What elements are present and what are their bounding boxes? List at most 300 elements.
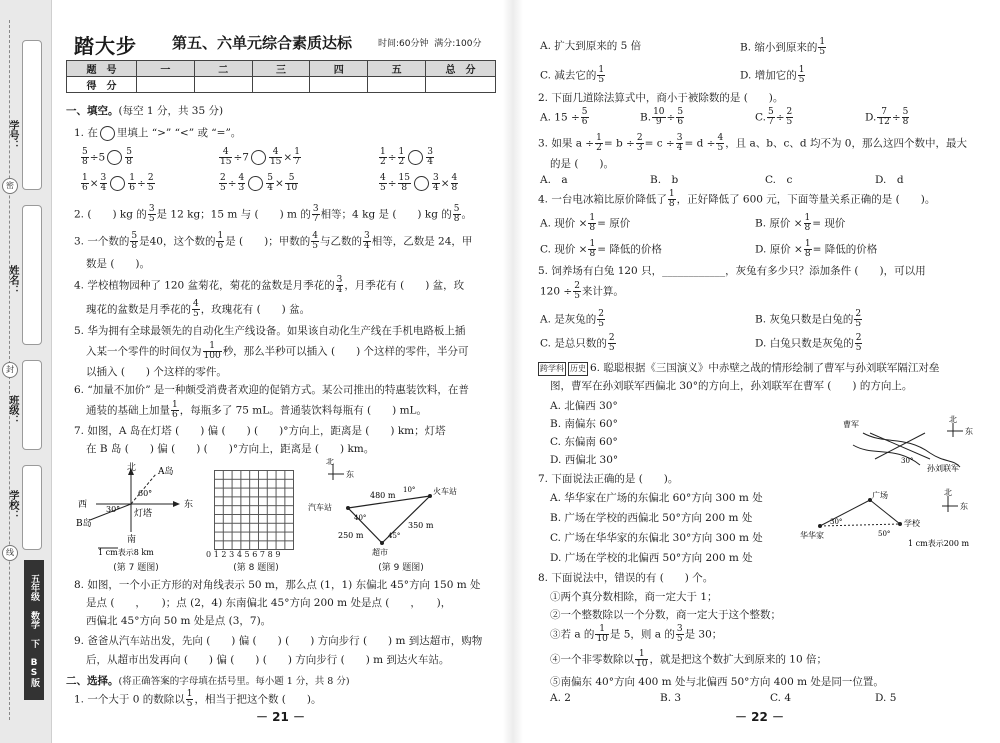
statement-text: 是 5，则 a 的 xyxy=(609,628,675,641)
east-label: 东 xyxy=(965,427,973,436)
choice-8-option-b[interactable]: B. 3 xyxy=(660,692,682,704)
supermarket-label: 超市 xyxy=(372,548,388,557)
q1-tail: 里填上 “>” “<” 或 “=”。 xyxy=(116,127,242,139)
choice-5-option-d[interactable] xyxy=(755,334,863,353)
question-7: 7. 如图，A 岛在灯塔 ( ) 偏 ( ) ( )°方向上，距离是 ( ) km；灯塔 xyxy=(74,425,446,437)
section-2-heading xyxy=(66,673,350,690)
choice-6-option-d[interactable]: D. 西偏北 30° xyxy=(550,454,619,466)
numerator: 1 xyxy=(595,625,608,635)
option-text: A. 是灰兔的 xyxy=(540,313,597,326)
bus-station-label: 汽车站 xyxy=(308,503,332,512)
numerator: 4 xyxy=(238,173,245,183)
option-text: C. 是总只数的 xyxy=(540,337,607,350)
north-label: 北 xyxy=(127,463,137,473)
choice-6-line2: 图，曹军在孙刘联军西偏北 30°的方向上，孙刘联军在曹军 ( ) 的方向上。 xyxy=(550,380,913,392)
train-station-point xyxy=(428,494,432,498)
question-8: 8. 如图，一个小正方形的对角线表示 50 m，那么点 (1，1) 东偏北 45°方向 150 m 处 xyxy=(74,579,481,591)
q5-text: 入某一个零件的时间仅为 xyxy=(86,345,202,358)
fraction xyxy=(716,134,724,153)
statement-text: 是 30； xyxy=(684,628,723,641)
numerator: 7 xyxy=(877,108,890,118)
denominator: 8 xyxy=(804,249,811,259)
denominator: 6 xyxy=(172,410,178,420)
b-island-label: B岛 xyxy=(76,519,92,529)
choice-4-option-c[interactable] xyxy=(540,240,662,259)
choice-4 xyxy=(538,190,935,209)
q3-text: 3. 一个数的 xyxy=(74,235,130,248)
distance-250: 250 m xyxy=(338,531,364,540)
numerator: 5 xyxy=(768,107,774,117)
numerator: 10 xyxy=(653,107,665,117)
choice-4-option-d[interactable] xyxy=(755,240,877,259)
denominator: 7 xyxy=(294,157,300,167)
choice-8: 8. 下面说法中，错误的有 ( ) 个。 xyxy=(538,572,714,584)
option-text: D. 白兔只数是灰兔的 xyxy=(755,337,854,350)
fraction xyxy=(608,334,616,353)
denominator: 8 xyxy=(902,117,909,127)
choice-6-text: 6. 聪聪根据《三国演义》中赤壁之战的情形绘制了曹军与孙刘联军隔江对垒 xyxy=(590,362,940,374)
statement-4 xyxy=(550,650,827,669)
figure-8-caption: (第 8 题图) xyxy=(233,563,279,573)
score-cell[interactable] xyxy=(194,77,252,93)
choice-3-line2: 的是 ( )。 xyxy=(550,158,615,170)
compare-circle[interactable] xyxy=(248,176,263,191)
fraction xyxy=(147,174,155,193)
fraction xyxy=(398,174,411,193)
fraction xyxy=(786,108,794,127)
cao-army-label: 曹军 xyxy=(843,420,859,429)
denominator: 6 xyxy=(677,117,684,127)
numerator: 1 xyxy=(635,650,648,660)
denominator: 5 xyxy=(717,143,724,153)
choice-3-option-d[interactable]: D. d xyxy=(875,174,904,186)
choice-4-option-a[interactable] xyxy=(540,214,630,233)
q1-expr-1 xyxy=(80,148,134,167)
grid-tick: 0 xyxy=(206,550,214,559)
score-header: 五 xyxy=(368,61,426,77)
scale-label: 1 cm表示8 km xyxy=(98,548,154,557)
class-field[interactable] xyxy=(22,360,42,450)
fraction xyxy=(100,174,108,193)
choice-7-option-a[interactable]: A. 华华家在广场的东偏北 60°方向 300 m 处 xyxy=(550,492,763,504)
north-label: 北 xyxy=(944,488,952,497)
compare-circle[interactable] xyxy=(107,150,122,165)
angle-30: 30° xyxy=(901,457,914,465)
choice-2-option-c[interactable] xyxy=(755,108,794,127)
numerator: 5 xyxy=(581,107,588,117)
choice-2: 2. 下面几道除法算式中，商小于被除数的是 ( )。 xyxy=(538,92,784,104)
operator: × xyxy=(89,177,99,190)
q3-text: 与乙数的 xyxy=(319,235,362,248)
option-text: B. 原价 × xyxy=(755,217,803,230)
fraction xyxy=(293,148,301,167)
operator: ÷ xyxy=(137,177,146,190)
score-cell[interactable] xyxy=(310,77,368,93)
denominator: 6 xyxy=(129,183,136,193)
denominator: 8 xyxy=(451,183,458,193)
q3-text: 是 ( )；甲数的 xyxy=(225,235,311,248)
compare-circle[interactable] xyxy=(100,126,115,141)
choice-6-option-b[interactable]: B. 南偏东 60° xyxy=(550,418,618,430)
choice-1-option-b[interactable] xyxy=(740,38,827,57)
q4-text: 4. 学校植物园种了 120 盆菊花，菊花的盆数是月季花的 xyxy=(74,279,335,292)
denominator: 5 xyxy=(574,291,580,301)
option-text: A. 15 ÷ xyxy=(540,111,580,124)
distance-480: 480 m xyxy=(370,491,396,500)
page-number-left: － 21 － xyxy=(256,710,306,724)
denominator: 15 xyxy=(220,157,232,167)
figure-6-battle xyxy=(835,415,980,473)
fraction xyxy=(798,66,806,85)
q4-text: 瑰花的盆数是月季花的 xyxy=(86,303,191,316)
score-cell[interactable] xyxy=(368,77,426,93)
numerator: 5 xyxy=(126,147,132,157)
fraction xyxy=(652,108,665,127)
section-1-note: (每空 1 分，共 35 分) xyxy=(118,105,224,117)
denominator: 10 xyxy=(285,183,298,193)
grid-tick: 1 xyxy=(213,550,222,559)
time-limit: 时间:60分钟 xyxy=(378,39,429,49)
question-3 xyxy=(74,232,472,251)
north-label: 北 xyxy=(326,458,334,466)
numerator: 5 xyxy=(677,107,684,117)
score-header: 题 号 xyxy=(67,61,137,77)
numerator: 4 xyxy=(380,173,386,183)
fraction xyxy=(125,148,133,167)
choice-3-text: = b ÷ xyxy=(603,137,635,150)
compare-circle[interactable] xyxy=(414,176,429,191)
choice-3-option-b[interactable]: B. b xyxy=(650,174,679,186)
fraction xyxy=(451,174,459,193)
denominator: 4 xyxy=(100,183,107,193)
grid-tick: 3 xyxy=(229,550,237,559)
option-text: C. 减去它的 xyxy=(540,69,597,82)
numerator: 1 xyxy=(668,189,675,199)
section-1-title: 一、填空。 xyxy=(66,105,119,117)
score-cell[interactable] xyxy=(137,77,195,93)
choice-4-option-b[interactable] xyxy=(755,214,845,233)
section-2-note: (将正确答案的字母填在括号里。每小题 1 分，共 8 分) xyxy=(118,676,350,687)
numerator: 3 xyxy=(676,133,683,143)
section-2-title: 二、选择。 xyxy=(66,675,119,687)
operator: ÷ xyxy=(666,111,676,124)
numerator: 5 xyxy=(131,231,138,241)
choice-1 xyxy=(74,690,321,709)
square-label: 广场 xyxy=(872,491,888,500)
fraction xyxy=(238,174,246,193)
denominator: 8 xyxy=(126,157,132,167)
denominator: 5 xyxy=(786,117,793,127)
denominator: 4 xyxy=(427,157,434,167)
numerator: 3 xyxy=(427,147,434,157)
operator: ÷ xyxy=(775,111,785,124)
denominator: 12 xyxy=(878,117,890,127)
fraction xyxy=(379,174,387,193)
choice-1-option-d[interactable] xyxy=(740,66,806,85)
choice-3-option-a[interactable]: A. a xyxy=(540,174,568,186)
choice-8-option-a[interactable]: A. 2 xyxy=(550,692,571,704)
fraction xyxy=(635,650,648,669)
fraction xyxy=(573,282,581,301)
fraction xyxy=(595,134,603,153)
denominator: 8 xyxy=(131,241,138,251)
figure-7-caption: (第 7 题图) xyxy=(113,563,159,573)
question-5-line2 xyxy=(86,342,469,361)
statement-text: ，就是把这个数扩大到原来的 10 倍； xyxy=(649,653,827,666)
option-text: = 降低的价格 xyxy=(597,243,662,256)
numerator: 1 xyxy=(798,65,805,75)
page-number-right: － 22 － xyxy=(735,710,785,724)
denominator: 8 xyxy=(589,249,596,259)
choice-6-option-c[interactable]: C. 东偏南 60° xyxy=(550,436,618,448)
choice-7-option-c[interactable]: C. 广场在华华家的东偏北 30°方向 300 m 处 xyxy=(550,532,763,544)
numerator: 4 xyxy=(269,148,282,158)
option-text: D. 原价 × xyxy=(755,243,803,256)
score-cell[interactable] xyxy=(426,77,496,93)
numerator: 4 xyxy=(312,231,318,241)
name-field[interactable] xyxy=(22,205,42,345)
figure-7-compass xyxy=(76,462,201,557)
statement-text: ④一个非零数除以 xyxy=(550,653,634,666)
operator: ÷ xyxy=(227,177,237,190)
q2-text: 相等；4 kg 是 ( ) kg 的 xyxy=(320,208,452,221)
question-7-line2: 在 B 岛 ( ) 偏 ( ) ( )°方向上，距离是 ( ) km。 xyxy=(86,443,375,455)
numerator: 5 xyxy=(82,147,88,157)
numerator: 1 xyxy=(172,400,178,410)
brand-logo: 踏大步 xyxy=(74,34,137,58)
train-station-label: 火车站 xyxy=(433,487,457,496)
denominator: 8 xyxy=(804,223,811,233)
denominator: 5 xyxy=(598,319,604,329)
page-title: 第五、六单元综合素质达标 xyxy=(172,34,353,52)
numerator: 4 xyxy=(717,133,724,143)
choice-2-option-a[interactable] xyxy=(540,108,590,127)
numerator: 5 xyxy=(285,174,298,184)
angle-50: 50° xyxy=(878,530,891,538)
history-tag: 历史 xyxy=(568,362,588,376)
fraction xyxy=(336,276,344,295)
choice-5-line2 xyxy=(540,282,624,301)
choice-7-option-b[interactable]: B. 广场在学校的西偏北 50°方向 200 m 处 xyxy=(550,512,753,524)
grid-tick: 7 xyxy=(259,550,268,559)
choice-8-option-d[interactable]: D. 5 xyxy=(875,692,897,704)
option-text: = 现价 xyxy=(812,217,846,230)
numerator: 2 xyxy=(855,309,862,319)
q1-expr-6 xyxy=(378,174,459,193)
score-header: 四 xyxy=(310,61,368,77)
numerator: 5 xyxy=(902,107,909,117)
fraction xyxy=(432,174,440,193)
fraction xyxy=(804,214,812,233)
choice-3-option-c[interactable]: C. c xyxy=(765,174,793,186)
choice-2-option-d[interactable] xyxy=(865,108,910,127)
compare-circle[interactable] xyxy=(408,150,423,165)
fraction xyxy=(636,134,644,153)
grid-tick: 8 xyxy=(267,550,276,559)
fraction xyxy=(426,148,434,167)
section-1-heading xyxy=(66,103,223,119)
cross-subject-tag: 跨学科 xyxy=(538,362,566,376)
fraction xyxy=(81,148,89,167)
numerator: 1 xyxy=(380,147,386,157)
denominator: 5 xyxy=(186,699,193,709)
numerator: 1 xyxy=(129,173,136,183)
choice-2-option-b[interactable] xyxy=(640,108,685,127)
numerator: 4 xyxy=(219,148,232,158)
choice-1-option-a[interactable]: A. 扩大到原来的 5 倍 xyxy=(540,40,642,52)
denominator: 5 xyxy=(312,241,318,251)
q3-text: 是40，这个数的 xyxy=(139,235,216,248)
choice-5-option-b[interactable] xyxy=(755,310,863,329)
option-text: = 原价 xyxy=(597,217,631,230)
numerator: 1 xyxy=(217,231,224,241)
numerator: 3 xyxy=(336,275,343,285)
home-point xyxy=(818,524,822,528)
q1-expr-4 xyxy=(80,174,156,193)
q1-expr-3 xyxy=(378,148,435,167)
question-5: 5. 华为拥有全球最领先的自动化生产线设备。如果该自动化生产线在手机电路板上插 xyxy=(74,325,466,337)
student-id-label: 学号： xyxy=(7,120,18,150)
fraction xyxy=(877,108,890,127)
option-text: A. 现价 × xyxy=(540,217,588,230)
east-label: 东 xyxy=(346,470,354,479)
operator: ÷7 xyxy=(233,151,249,164)
choice-8-option-c[interactable]: C. 4 xyxy=(770,692,792,704)
numerator: 2 xyxy=(855,333,862,343)
denominator: 15 xyxy=(269,157,282,167)
score-header: 一 xyxy=(137,61,195,77)
score-header: 二 xyxy=(194,61,252,77)
seal-mark-xian: 线 xyxy=(2,545,18,561)
seal-mark-feng: 封 xyxy=(2,362,18,378)
fraction xyxy=(219,148,232,167)
choice-3-text: ，且 a、b、c、d 均不为 0，那么这四个数中，最大 xyxy=(725,137,967,150)
numerator: 2 xyxy=(220,173,226,183)
statement-5: ⑤南偏东 40°方向 400 m 处与北偏西 50°方向 400 m 处是同一位置。 xyxy=(550,676,884,688)
denominator: 8 xyxy=(82,157,88,167)
numerator: 15 xyxy=(398,173,410,183)
angle-60: 60° xyxy=(138,489,153,498)
q1-expr-5 xyxy=(218,174,299,193)
grid-tick: 5 xyxy=(244,550,253,559)
right-page xyxy=(530,0,985,743)
fraction xyxy=(597,310,605,329)
east-label: 东 xyxy=(184,500,194,510)
fraction xyxy=(266,174,274,193)
q5-text: 秒，那么半秒可以插入 ( ) 个这样的零件，半分可 xyxy=(222,345,469,358)
numerator: 4 xyxy=(451,173,458,183)
numerator: 2 xyxy=(147,173,154,183)
school-field[interactable] xyxy=(22,465,42,550)
numerator: 1 xyxy=(596,133,602,143)
choice-5-option-a[interactable] xyxy=(540,310,606,329)
denominator: 5 xyxy=(220,183,226,193)
choice-7-option-d[interactable]: D. 广场在学校的北偏西 50°方向 200 m 处 xyxy=(550,552,753,564)
numerator: 1 xyxy=(589,213,596,223)
denominator: 5 xyxy=(598,75,605,85)
question-2 xyxy=(74,205,472,224)
denominator: 8 xyxy=(401,183,408,193)
choice-3-text: 3. 如果 a ÷ xyxy=(538,137,595,150)
left-page xyxy=(56,0,496,743)
figure-9-caption: (第 9 题图) xyxy=(378,563,424,573)
east-label: 东 xyxy=(960,502,968,511)
numerator: 5 xyxy=(453,204,460,214)
numerator: 3 xyxy=(312,204,319,214)
fraction xyxy=(855,334,863,353)
figure-7b-locations xyxy=(800,488,980,550)
q6-text: 通装的基础上加量 xyxy=(86,404,170,417)
spine-badge: 五年级 数学 下 BS版 xyxy=(24,560,44,700)
denominator: 8 xyxy=(589,223,596,233)
statement-1: ①两个真分数相除，商一定大于 1； xyxy=(550,591,718,603)
denominator: 8 xyxy=(668,199,675,209)
east-arrow-icon xyxy=(173,501,180,507)
fraction xyxy=(767,108,775,127)
denominator: 2 xyxy=(398,157,405,167)
bus-station-point xyxy=(346,506,350,510)
compare-circle[interactable] xyxy=(251,150,266,165)
choice-5-text: 来计算。 xyxy=(581,285,624,298)
numerator: 1 xyxy=(398,147,405,157)
angle-10: 10° xyxy=(403,486,416,494)
fraction xyxy=(363,232,371,251)
distance-350: 350 m xyxy=(408,521,434,530)
score-cell[interactable] xyxy=(252,77,310,93)
question-9: 9. 爸爸从汽车站出发，先向 ( ) 偏 ( ) ( ) 方向步行 ( ) m 到达超市，购物 xyxy=(74,635,483,647)
numerator: 3 xyxy=(148,204,155,214)
numerator: 2 xyxy=(786,107,793,117)
choice-6-option-a[interactable]: A. 北偏西 30° xyxy=(550,400,618,412)
operator: ÷5 xyxy=(89,151,106,164)
operator: × xyxy=(275,177,284,190)
fraction xyxy=(285,174,298,193)
fraction xyxy=(81,174,89,193)
choice-5-text: 120 ÷ xyxy=(540,285,573,298)
question-3-line2: 数是 ( )。 xyxy=(86,258,151,270)
operator: × xyxy=(283,151,293,164)
denominator: 4 xyxy=(676,143,683,153)
denominator: 5 xyxy=(147,183,154,193)
compare-circle[interactable] xyxy=(110,176,125,191)
denominator: 3 xyxy=(238,183,245,193)
fraction xyxy=(902,108,910,127)
page-gutter xyxy=(503,0,523,743)
denominator: 7 xyxy=(768,117,774,127)
numerator: 3 xyxy=(100,173,107,183)
numerator: 1 xyxy=(186,689,193,699)
operator: ÷ xyxy=(387,177,397,190)
lighthouse-label: 灯塔 xyxy=(134,509,153,519)
choice-1-option-c[interactable] xyxy=(540,66,606,85)
option-text: B. 缩小到原来的 xyxy=(740,41,818,54)
q4-text: ，玫瑰花有 ( ) 盆。 xyxy=(200,303,311,316)
fraction xyxy=(219,174,227,193)
student-id-field[interactable] xyxy=(22,40,42,190)
operator: ÷ xyxy=(891,111,901,124)
numerator: 1 xyxy=(598,65,605,75)
fraction xyxy=(130,232,138,251)
question-9-line2: 后，从超市出发再向 ( ) 偏 ( ) ( ) 方向步行 ( ) m 到达火车站。 xyxy=(86,654,450,666)
choice-5-option-c[interactable] xyxy=(540,334,617,353)
choice-5: 5. 饲养场有白兔 120 只，____________，灰兔有多少只？添加条件 ( )，可以用 xyxy=(538,265,926,277)
fraction xyxy=(186,690,194,709)
question-4 xyxy=(74,276,464,295)
choice-4-text: 4. 一台电冰箱比原价降低了 xyxy=(538,193,667,206)
q3-text: 相等，乙数是 24，甲 xyxy=(371,235,473,248)
question-6-line2 xyxy=(86,401,427,420)
q2-text: 是 12 kg；15 m 与 ( ) m 的 xyxy=(156,208,311,221)
